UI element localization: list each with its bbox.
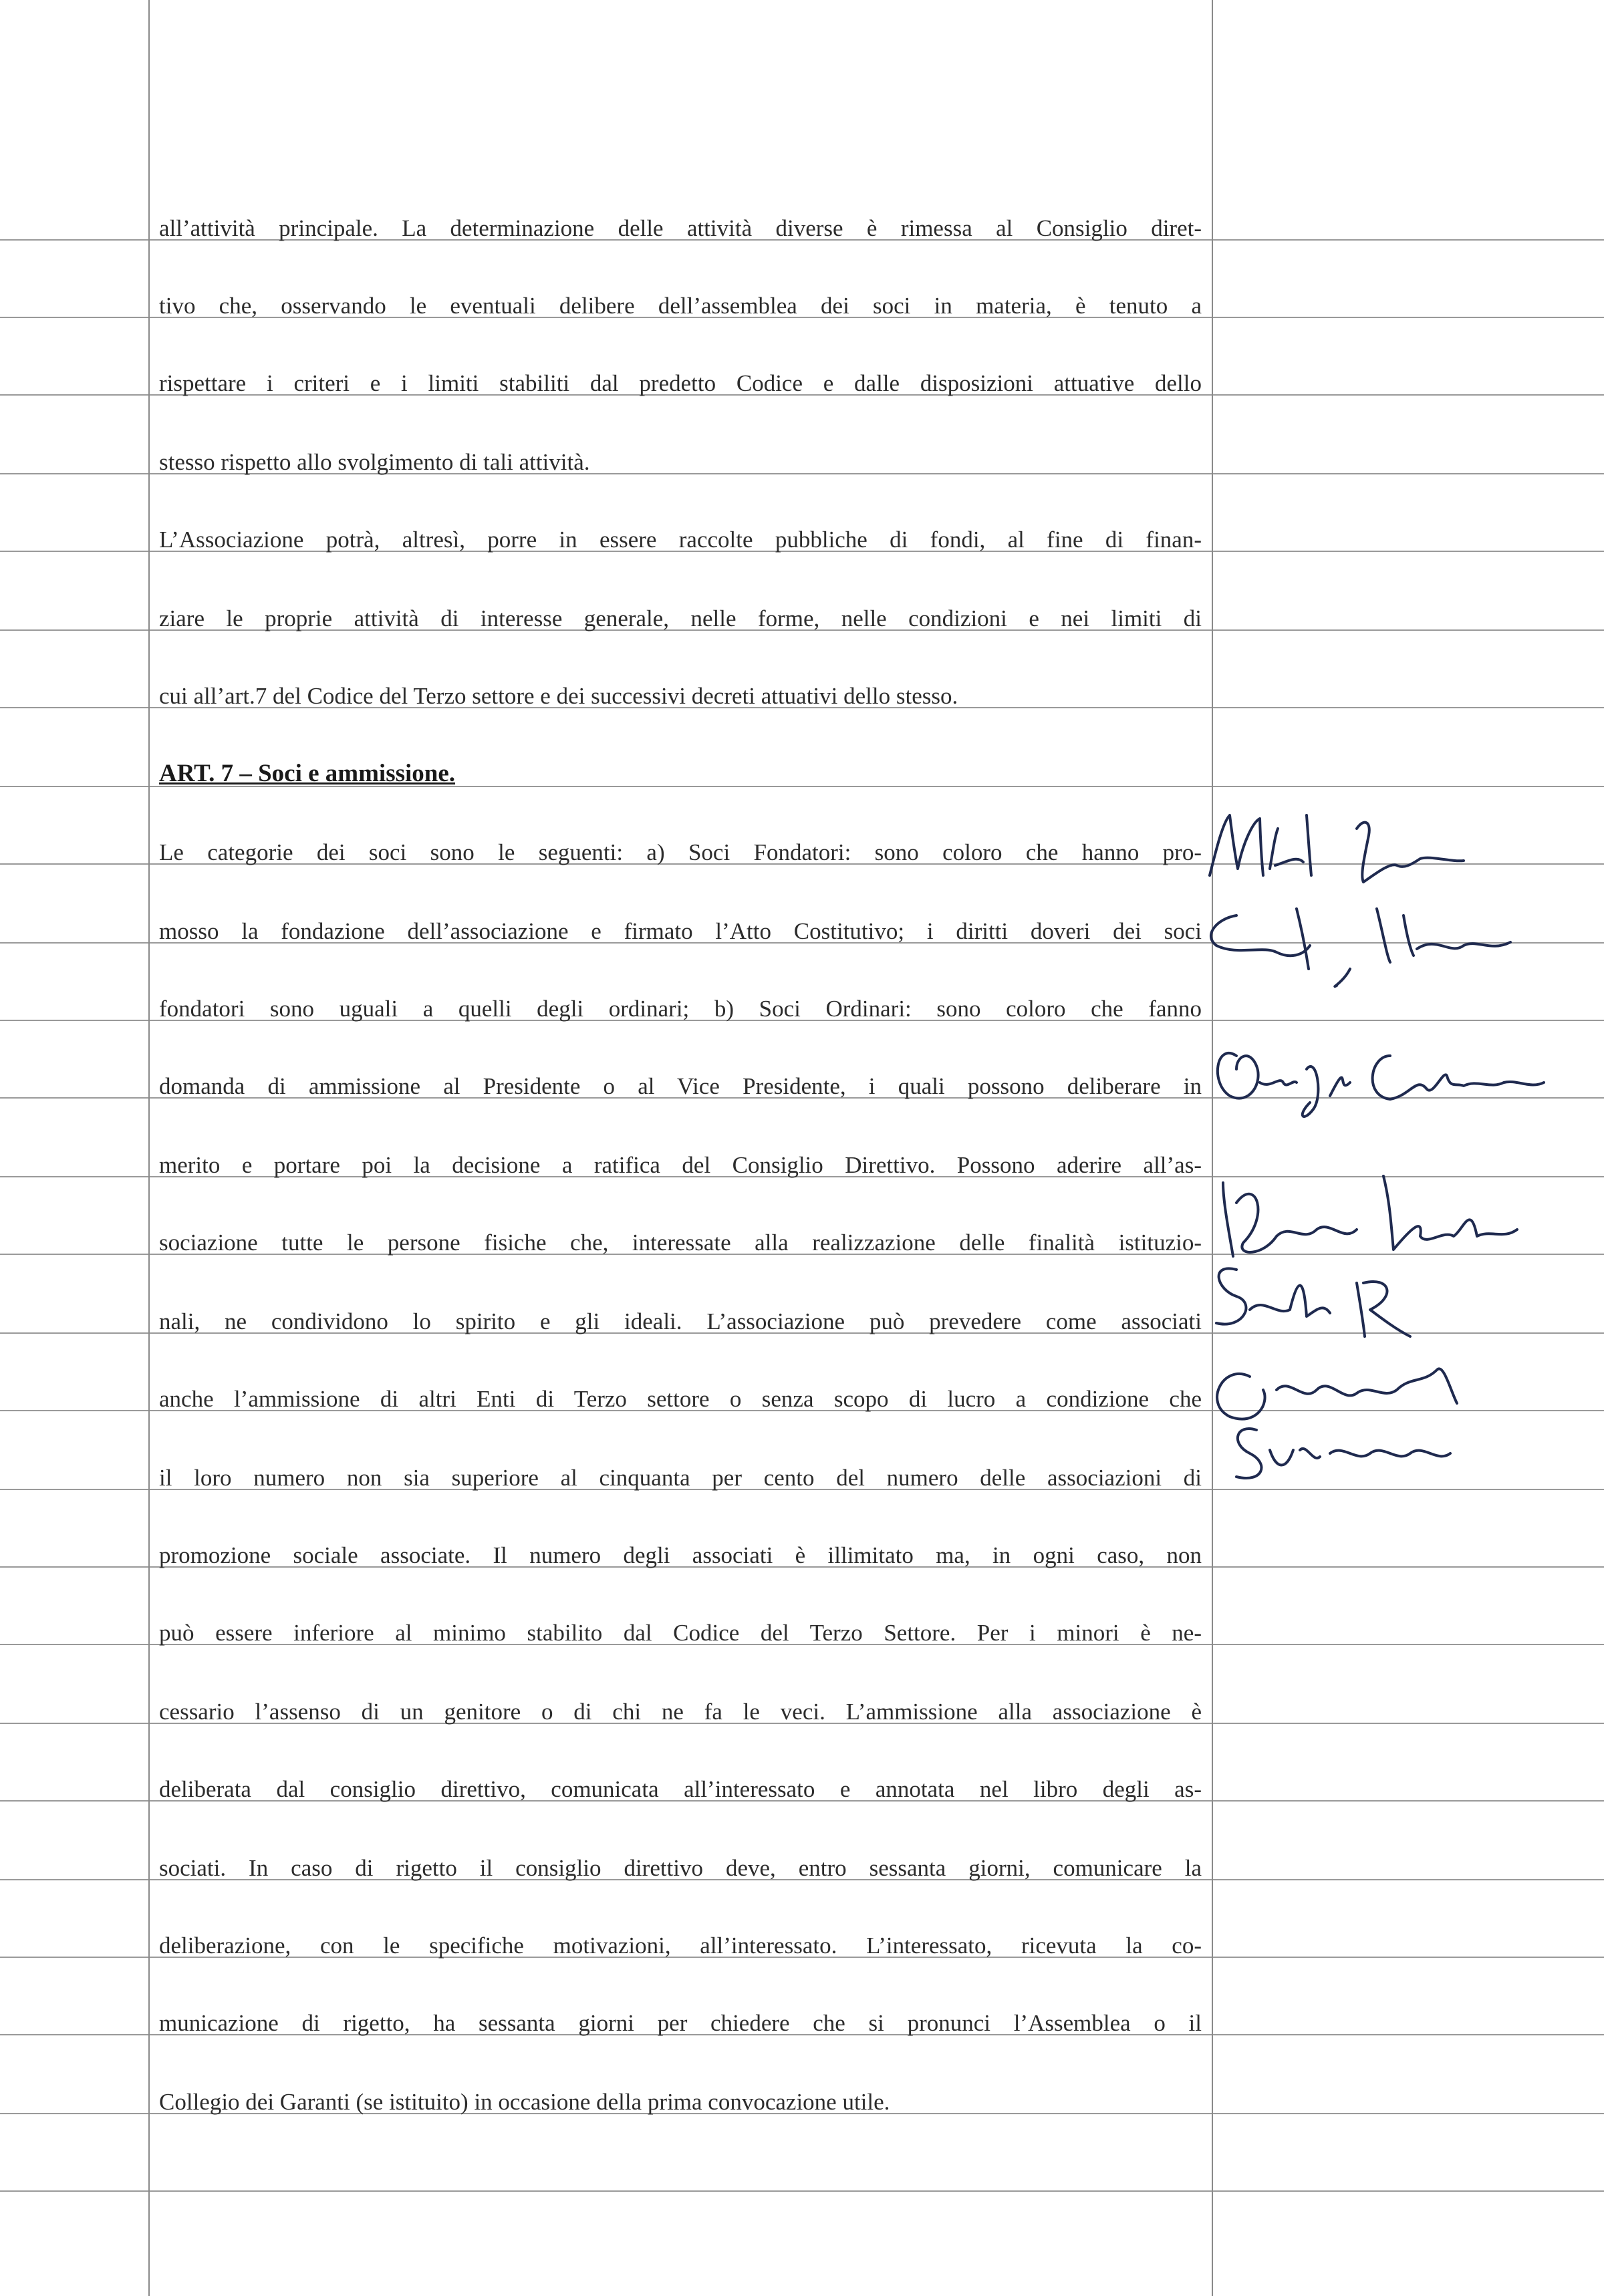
text-line: il loro numero non sia superiore al cinquanta per cento del numero delle associazioni di [159, 1465, 1202, 1491]
text-line: mosso la fondazione dell’associazione e firmato l’Atto Costitutivo; i diritti doveri dei soci [159, 918, 1202, 944]
text-line: deliberata dal consiglio direttivo, comunicata all’interessato e annotata nel libro degli as- [159, 1776, 1202, 1802]
text-line: Le categorie dei soci sono le seguenti: a) Soci Fondatori: sono coloro che hanno pro- [159, 839, 1202, 865]
text-line: Collegio dei Garanti (se istituito) in occasione della prima convocazione utile. [159, 2089, 890, 2115]
signature-1 [1210, 815, 1464, 882]
text-line: anche l’ammissione di altri Enti di Terzo settore o senza scopo di lucro a condizione che [159, 1386, 1202, 1412]
signature-3 [1218, 1053, 1544, 1117]
text-line: sociati. In caso di rigetto il consiglio direttivo deve, entro sessanta giorni, comunicare la [159, 1855, 1202, 1881]
text-line: può essere inferiore al minimo stabilito dal Codice del Terzo Settore. Per i minori è ne- [159, 1620, 1202, 1646]
left-margin-rule [148, 0, 150, 2296]
signature-7 [1236, 1429, 1450, 1478]
signature-6 [1217, 1369, 1457, 1419]
text-line: promozione sociale associate. Il numero degli associati è illimitato ma, in ogni caso, non [159, 1542, 1202, 1568]
text-line: cui all’art.7 del Codice del Terzo settore e dei successivi decreti attuativi dello stesso. [159, 683, 958, 709]
text-line: rispettare i criteri e i limiti stabiliti dal predetto Codice e dalle disposizioni attuative dello [159, 370, 1202, 396]
ruled-line [0, 2190, 1604, 2192]
text-line: municazione di rigetto, ha sessanta giorni per chiedere che si pronunci l’Assemblea o il [159, 2010, 1202, 2036]
text-line: sociazione tutte le persone fisiche che, interessate alla realizzazione delle finalità istituzio- [159, 1230, 1202, 1256]
text-line: cessario l’assenso di un genitore o di chi ne fa le veci. L’ammissione alla associazione è [159, 1699, 1202, 1725]
text-line: merito e portare poi la decisione a ratifica del Consiglio Direttivo. Possono aderire all’as- [159, 1152, 1202, 1178]
text-line: domanda di ammissione al Presidente o al Vice Presidente, i quali possono deliberare in [159, 1073, 1202, 1099]
signature-2 [1211, 909, 1510, 986]
text-line: L’Associazione potrà, altresì, porre in essere raccolte pubbliche di fondi, al fine di finan- [159, 527, 1202, 553]
text-line: tivo che, osservando le eventuali delibere dell’assemblea dei soci in materia, è tenuto a [159, 293, 1202, 319]
text-line: ziare le proprie attività di interesse generale, nelle forme, nelle condizioni e nei limiti di [159, 605, 1202, 631]
text-line: fondatori sono uguali a quelli degli ordinari; b) Soci Ordinari: sono coloro che fanno [159, 996, 1202, 1022]
text-line: stesso rispetto allo svolgimento di tali attività. [159, 449, 590, 475]
text-line: all’attività principale. La determinazione delle attività diverse è rimessa al Consiglio diret- [159, 215, 1202, 241]
text-line: nali, ne condividono lo spirito e gli ideali. L’associazione può prevedere come associati [159, 1308, 1202, 1334]
signature-5 [1216, 1268, 1410, 1336]
handwritten-signatures [1196, 802, 1571, 1570]
section-heading: ART. 7 – Soci e ammissione. [159, 760, 456, 787]
signature-4 [1223, 1176, 1517, 1256]
text-line: deliberazione, con le specifiche motivazioni, all’interessato. L’interessato, ricevuta la co- [159, 1932, 1202, 1959]
